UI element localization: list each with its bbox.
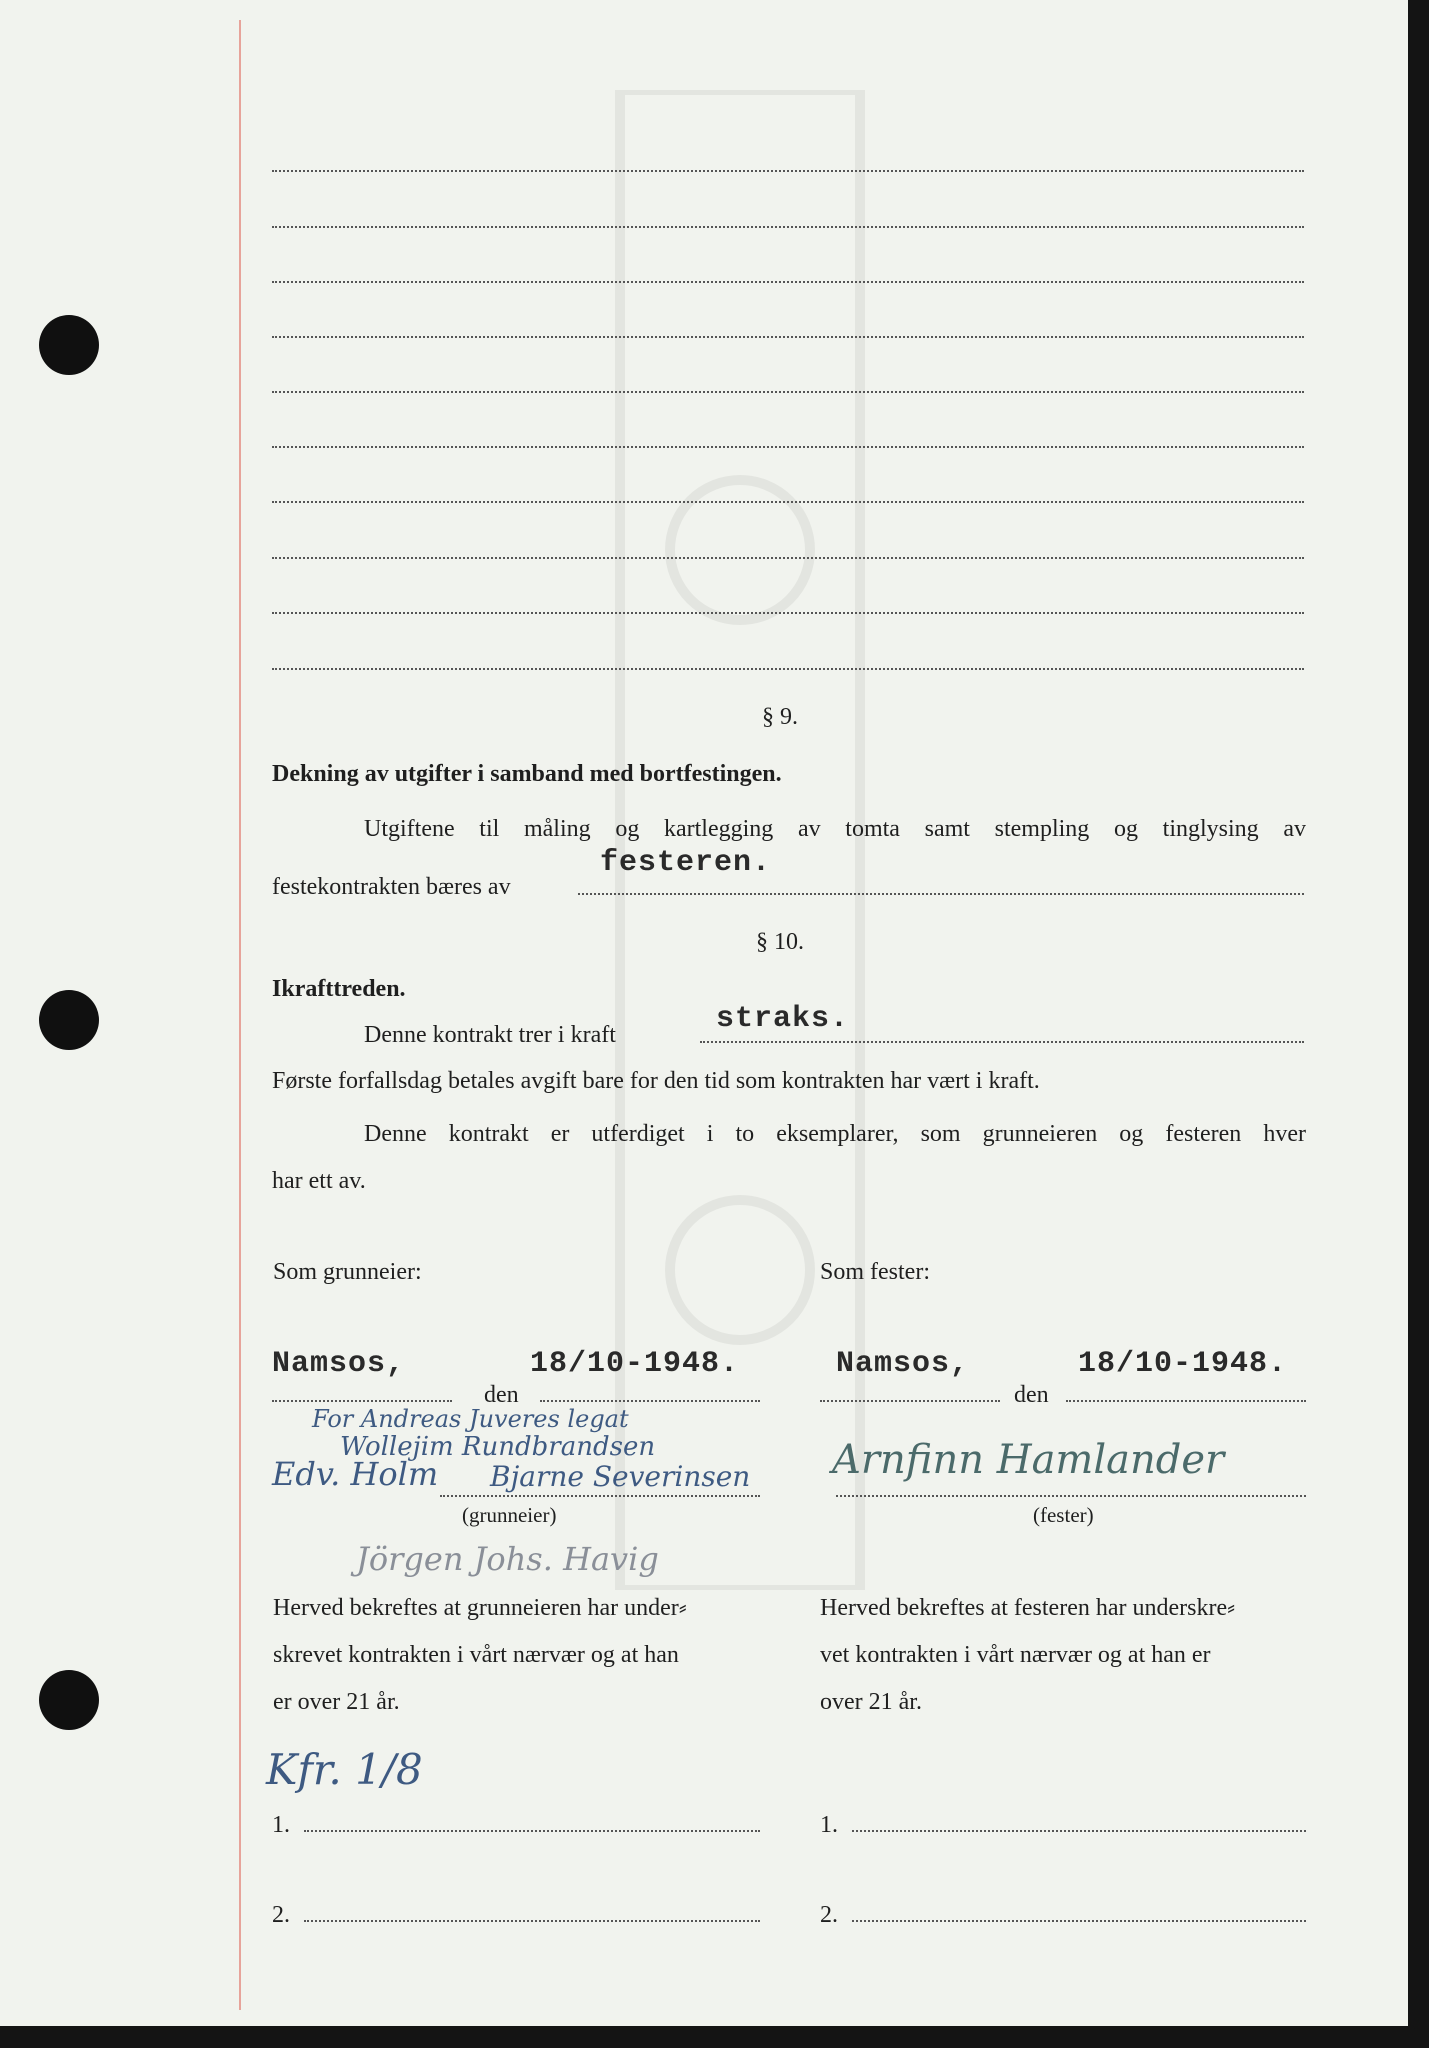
blank-line <box>272 170 1304 172</box>
section-9-title: Dekning av utgifter i samband med bortfestingen. <box>272 761 782 787</box>
grunneier-confirm: Herved bekreftes at grunneieren har under⸗ <box>273 1595 687 1621</box>
blank-line <box>272 226 1304 228</box>
grunneier-den: den <box>484 1382 519 1408</box>
witness-line <box>304 1920 760 1922</box>
witness-line <box>852 1830 1306 1832</box>
fester-den: den <box>1014 1382 1049 1408</box>
section-10-title: Ikrafttreden. <box>272 976 406 1002</box>
fester-signature: Arnfinn Hamlander <box>832 1437 1225 1483</box>
blank-line <box>272 501 1304 503</box>
fester-confirm: vet kontrakten i vårt nærvær og at han er <box>820 1642 1211 1668</box>
grunneier-signature-line2: Wollejim Rundbrandsen <box>340 1432 656 1462</box>
grunneier-signature-holm: Edv. Holm <box>272 1455 439 1493</box>
fester-confirm: over 21 år. <box>820 1689 922 1715</box>
grunneier-signature-line1: For Andreas Juveres legat <box>312 1405 629 1433</box>
blank-line <box>272 446 1304 448</box>
fill-line <box>272 1400 452 1402</box>
fester-witness-2: 2. <box>820 1902 838 1928</box>
witness-line <box>852 1920 1306 1922</box>
blank-line <box>272 391 1304 393</box>
grunneier-heading: Som grunneier: <box>273 1259 422 1285</box>
grunneier-confirm: er over 21 år. <box>273 1689 400 1715</box>
punch-hole-bottom <box>39 1670 99 1730</box>
blank-line <box>272 281 1304 283</box>
fester-place: Namsos, <box>836 1347 970 1381</box>
punch-hole-middle <box>39 990 99 1050</box>
fill-line <box>540 1400 760 1402</box>
section-9-label: festekontrakten bæres av <box>272 874 511 900</box>
section-10-text: Denne kontrakt er utferdiget i to eksemplarer, som grunneieren og festeren hver <box>364 1121 1306 1147</box>
grunneier-date: 18/10-1948. <box>530 1347 740 1381</box>
grunneier-confirm: skrevet kontrakten i vårt nærvær og at han <box>273 1642 679 1668</box>
blank-line <box>272 668 1304 670</box>
fill-line <box>700 1041 1304 1043</box>
fill-line <box>820 1400 1000 1402</box>
fester-role: (fester) <box>1033 1503 1094 1527</box>
margin-rule <box>239 20 241 2010</box>
grunneier-signature-severinsen: Bjarne Severinsen <box>490 1460 751 1493</box>
section-10-label: Denne kontrakt trer i kraft <box>364 1022 616 1048</box>
section-10-text: Første forfallsdag betales avgift bare for den tid som kontrakten har vært i kraft. <box>272 1068 1040 1094</box>
blank-line <box>272 612 1304 614</box>
handwritten-note: Kfr. 1/8 <box>266 1745 423 1794</box>
grunneier-signature-havig: Jörgen Johs. Havig <box>356 1540 659 1578</box>
typed-straks: straks. <box>716 1002 850 1036</box>
section-10-text: har ett av. <box>272 1168 366 1194</box>
grunneier-witness-1: 1. <box>272 1812 290 1838</box>
fester-confirm: Herved bekreftes at festeren har underskre⸗ <box>820 1595 1236 1621</box>
punch-hole-top <box>39 315 99 375</box>
fill-line <box>1066 1400 1306 1402</box>
grunneier-place: Namsos, <box>272 1347 406 1381</box>
blank-line <box>272 557 1304 559</box>
typed-festeren: festeren. <box>600 846 772 880</box>
grunneier-witness-2: 2. <box>272 1902 290 1928</box>
witness-line <box>304 1830 760 1832</box>
signature-line <box>836 1495 1306 1497</box>
fill-line <box>578 893 1304 895</box>
fester-date: 18/10-1948. <box>1078 1347 1288 1381</box>
fester-heading: Som fester: <box>820 1259 930 1285</box>
section-10-heading: § 10. <box>756 929 804 955</box>
blank-line <box>272 336 1304 338</box>
fester-witness-1: 1. <box>820 1812 838 1838</box>
section-9-text: Utgiftene til måling og kartlegging av tomta samt stempling og tinglysing av <box>364 816 1306 842</box>
section-9-heading: § 9. <box>762 704 798 730</box>
signature-line <box>440 1495 760 1497</box>
grunneier-role: (grunneier) <box>462 1503 557 1527</box>
